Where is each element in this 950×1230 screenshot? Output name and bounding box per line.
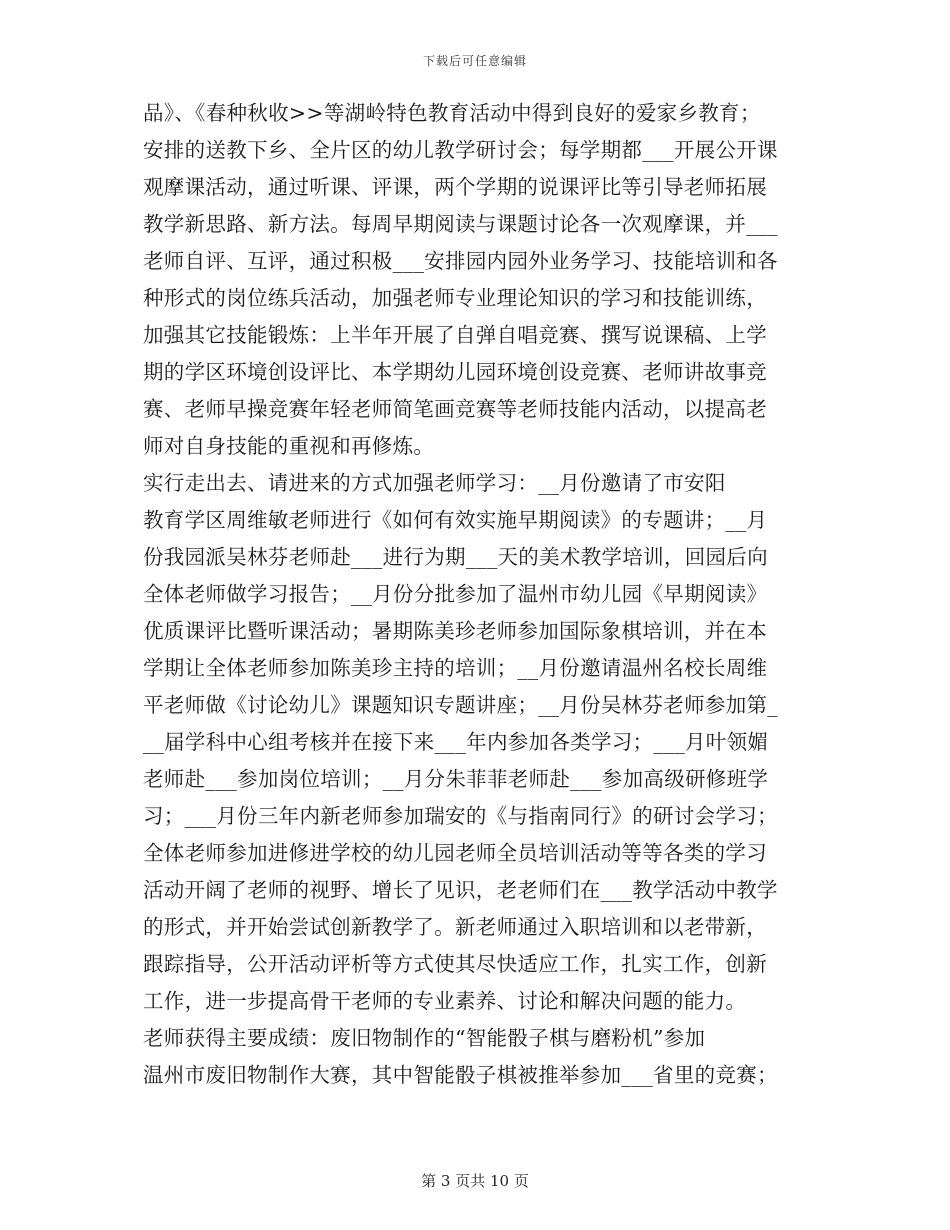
text-line: __届学科中心组考核并在接下来___年内参加各类学习；___月叶领媚: [143, 730, 769, 754]
page-footer: 第 3 页共 10 页: [421, 1172, 529, 1190]
text-line: 老师获得主要成绩：废旧物制作的“智能骰子棋与磨粉机”参加: [143, 1026, 706, 1050]
text-line: 跟踪指导，公开活动评析等方式使其尽快适应工作，扎实工作，创新: [143, 952, 767, 976]
text-line: 加强其它技能锻炼：上半年开展了自弹自唱竞赛、撰写说课稿、上学: [143, 323, 767, 347]
text-line: 观摩课活动，通过听课、评课，两个学期的说课评比等引导老师拓展: [143, 175, 767, 199]
text-line: 份我园派吴林芬老师赴___进行为期___天的美术教学培训，回园后向: [143, 545, 768, 569]
text-line: 实行走出去、请进来的方式加强老师学习：__月份邀请了市安阳: [143, 471, 726, 495]
text-line: 赛、老师早操竞赛年轻老师简笔画竞赛等老师技能内活动，以提高老: [143, 397, 767, 421]
text-line: 种形式的岗位练兵活动，加强老师专业理论知识的学习和技能训练，: [143, 286, 767, 310]
text-line: 全体老师参加进修进学校的幼儿园老师全员培训活动等等各类的学习: [143, 841, 767, 865]
document-body: [143, 95, 807, 1094]
text-line: 活动开阔了老师的视野、增长了见识，老老师们在___教学活动中教学: [143, 878, 778, 902]
text-line: 平老师做《讨论幼儿》课题知识专题讲座；__月份吴林芬老师参加第_: [143, 693, 778, 717]
text-line: 安排的送教下乡、全片区的幼儿教学研讨会；每学期都___开展公开课: [143, 138, 778, 162]
text-line: 期的学区环境创设评比、本学期幼儿园环境创设竞赛、老师讲故事竞: [143, 360, 767, 384]
text-line: 优质课评比暨听课活动；暑期陈美珍老师参加国际象棋培训，并在本: [143, 619, 767, 643]
text-line: 师对自身技能的重视和再修炼。: [143, 434, 435, 458]
text-line: 工作，进一步提高骨干老师的专业素养、讨论和解决问题的能力。: [143, 989, 747, 1013]
text-line: 教育学区周维敏老师进行《如何有效实施早期阅读》的专题讲；__月: [143, 508, 768, 532]
text-line: 全体老师做学习报告；__月份分批参加了温州市幼儿园《早期阅读》: [143, 582, 768, 606]
text-line: 品》、《春种秋收>>等湖岭特色教育活动中得到良好的爱家乡教育；: [143, 101, 761, 125]
text-line: 习；___月份三年内新老师参加瑞安的《与指南同行》的研讨会学习；: [143, 804, 778, 828]
text-line: 老师赴___参加岗位培训；__月分朱菲菲老师赴___参加高级研修班学: [143, 767, 769, 791]
text-line: 学期让全体老师参加陈美珍主持的培训；__月份邀请温州名校长周维: [143, 656, 768, 680]
page-header: 下载后可任意编辑: [422, 54, 527, 68]
text-line: 的形式，并开始尝试创新教学了。新老师通过入职培训和以老带新，: [143, 915, 767, 939]
text-line: 温州市废旧物制作大赛，其中智能骰子棋被推举参加___省里的竞赛；: [143, 1063, 778, 1087]
text-line: 老师自评、互评，通过积极___安排园内园外业务学习、技能培训和各: [143, 249, 778, 273]
text-line: 教学新思路、新方法。每周早期阅读与课题讨论各一次观摩课，并___: [143, 212, 778, 236]
